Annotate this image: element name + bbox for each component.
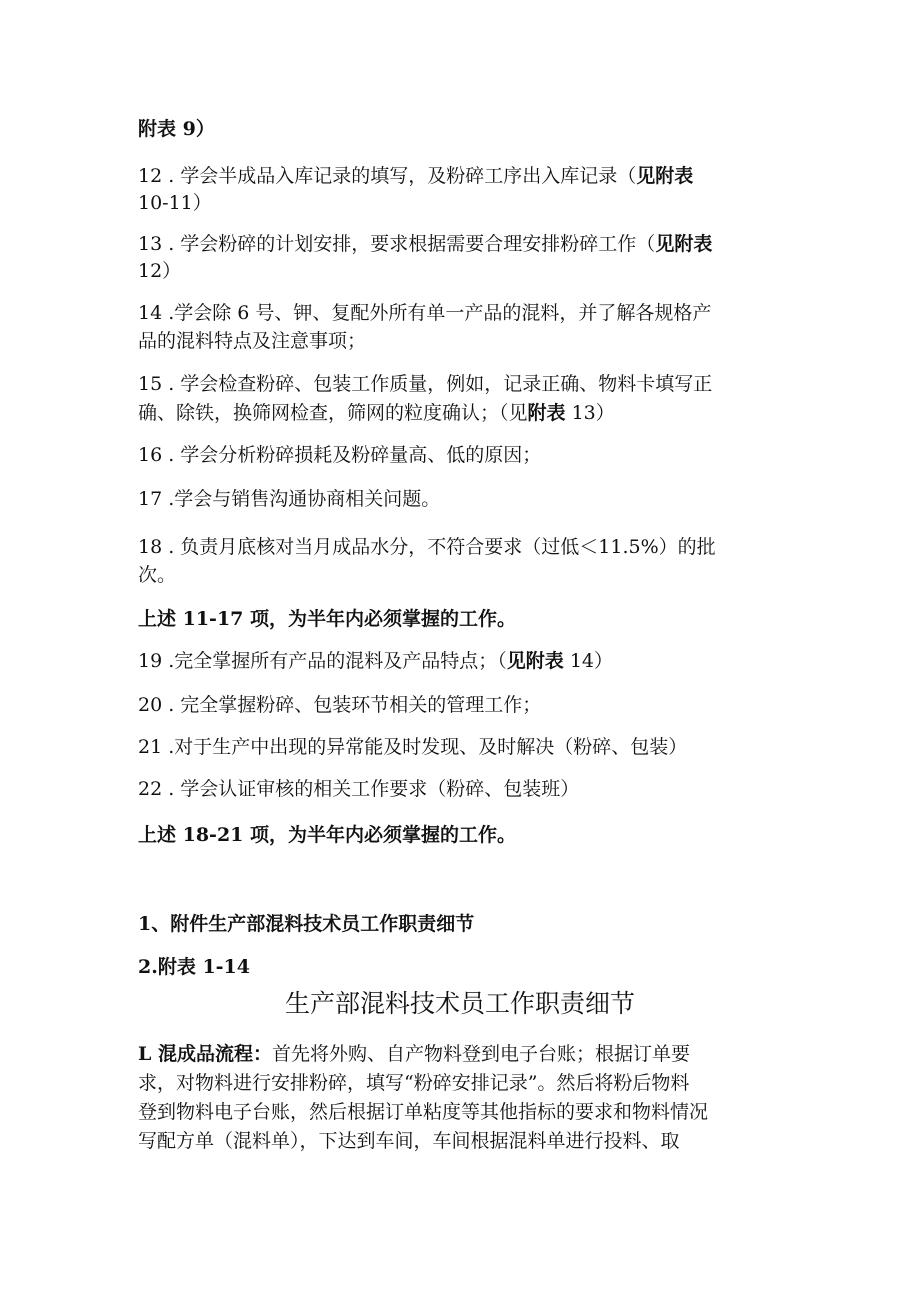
page-title: 生产部混料技术员工作职责细节 — [284, 989, 635, 1018]
bold-text: L 混成品流程： — [138, 1043, 272, 1065]
bold-text: 见附表 — [655, 233, 713, 255]
text-run: 写配方单（混料单），下达到车间，车间根据混料单进行投料、取 — [138, 1130, 680, 1152]
text-run: 22 . 学会认证审核的相关工作要求（粉碎、包装班） — [138, 778, 580, 800]
text-line — [138, 190, 212, 216]
text-line — [138, 300, 711, 326]
text-run: 17 .学会与销售沟通协商相关问题。 — [138, 488, 441, 510]
text-line — [138, 776, 579, 802]
text-line — [138, 1099, 708, 1125]
text-line — [138, 442, 541, 468]
text-line — [138, 163, 693, 189]
text-line — [138, 258, 181, 284]
text-run: 首先将外购、自产物料登到电子台账；根据订单要 — [271, 1043, 690, 1065]
text-line — [138, 486, 440, 512]
text-line — [138, 734, 687, 760]
text-line — [138, 648, 613, 674]
text-run: 18 . 负责月底核对当月成品水分，不符合要求（过低＜11.5%）的批 — [138, 536, 716, 558]
text-run: 16 . 学会分析粉碎损耗及粉碎量高、低的原因； — [138, 444, 542, 466]
text-line — [138, 534, 716, 560]
text-run: 次。 — [138, 564, 177, 586]
text-run: 21 .对于生产中出现的异常能及时发现、及时解决（粉碎、包装） — [138, 736, 688, 758]
bold-text: 见附表 — [636, 165, 694, 187]
text-run: 13） — [565, 402, 615, 424]
text-run: 求，对物料进行安排粉碎，填写“粉碎安排记录”。然后将粉后物料 — [138, 1072, 690, 1094]
text-line — [138, 1128, 680, 1154]
text-run: 12） — [138, 260, 182, 282]
text-run: 14） — [563, 650, 613, 672]
text-line — [138, 328, 366, 354]
text-line — [138, 371, 712, 397]
bold-text: 2.附表 1-14 — [138, 956, 250, 978]
text-line — [138, 822, 516, 848]
bold-text: 见附表 — [506, 650, 564, 672]
text-run: 10-11） — [138, 192, 212, 214]
text-run: 品的混料特点及注意事项； — [138, 330, 367, 352]
text-run: 13 . 学会粉碎的计划安排，要求根据需要合理安排粉碎工作（ — [138, 233, 656, 255]
text-run: 登到物料电子台账，然后根据订单粘度等其他指标的要求和物料情况 — [138, 1101, 709, 1123]
text-line — [138, 1041, 690, 1067]
text-line — [138, 1070, 689, 1096]
text-run: 14 .学会除 6 号、钾、复配外所有单一产品的混料，并了解各规格产 — [138, 302, 712, 324]
text-line — [138, 400, 615, 426]
text-line — [138, 562, 176, 588]
bold-text: 上述 11-17 项，为半年内必须掌握的工作。 — [138, 608, 516, 630]
bold-text: 1、附件生产部混料技术员工作职责细节 — [138, 913, 475, 935]
text-line — [138, 231, 712, 257]
bold-text: 上述 18-21 项，为半年内必须掌握的工作。 — [138, 824, 516, 846]
text-run: 20 . 完全掌握粉碎、包装环节相关的管理工作； — [138, 694, 542, 716]
text-line — [138, 692, 541, 718]
bold-text: 附表 — [527, 402, 566, 424]
text-line — [138, 606, 516, 632]
text-line — [138, 911, 474, 937]
text-run: 19 .完全掌握所有产品的混料及产品特点；（ — [138, 650, 507, 672]
text-line — [138, 954, 250, 980]
text-run: 12 . 学会半成品入库记录的填写，及粉碎工序出入库记录（ — [138, 165, 637, 187]
text-line — [138, 116, 215, 142]
bold-text: 附表 9） — [138, 118, 215, 140]
text-run: 15 . 学会检查粉碎、包装工作质量，例如，记录正确、物料卡填写正 — [138, 373, 713, 395]
text-run: 确、除铁，换筛网检查，筛网的粒度确认；（见 — [138, 402, 528, 424]
